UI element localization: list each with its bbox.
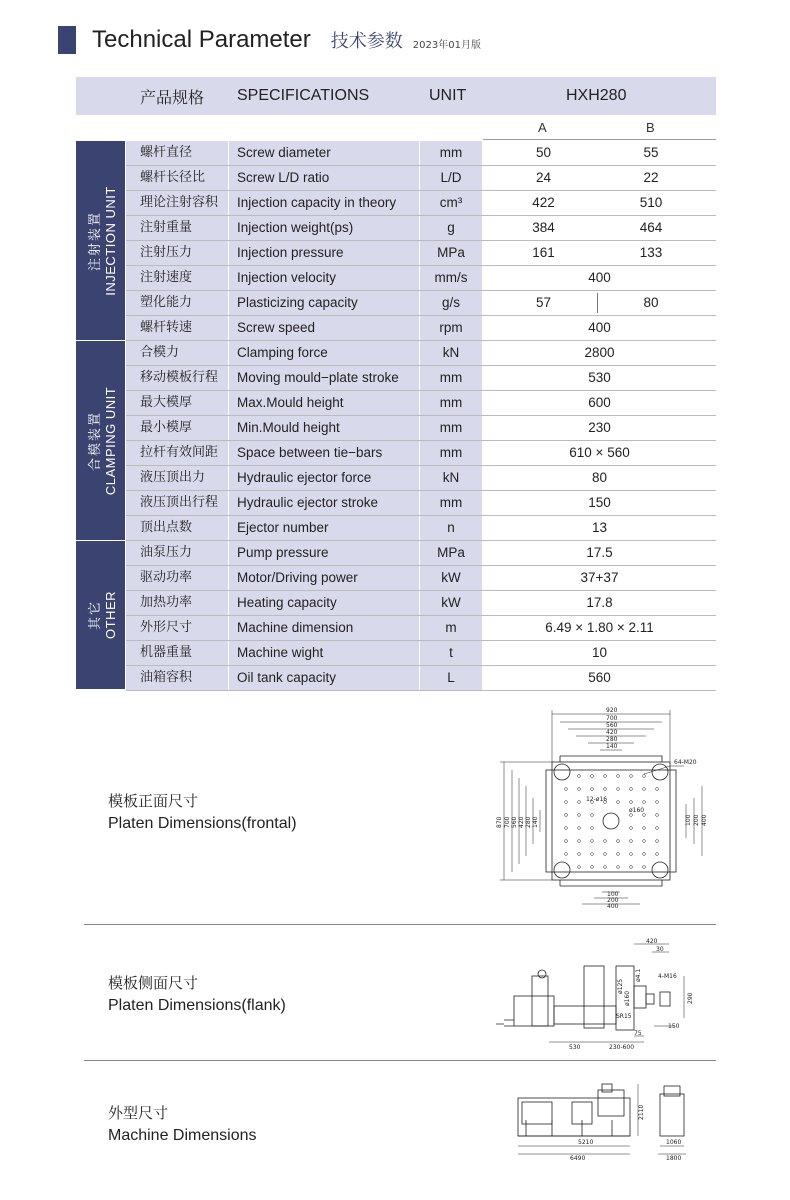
param-unit: L/D: [420, 166, 482, 190]
variant-a-label: A: [538, 120, 547, 135]
page-title-chinese: 技术参数: [330, 31, 403, 52]
table-row: [76, 141, 716, 166]
bolt-hole: [630, 801, 633, 804]
table-row: [76, 216, 716, 241]
table-row: [76, 241, 716, 266]
bolt-hole: [578, 853, 581, 856]
bolt-hole: [578, 840, 581, 843]
param-name-cn: 机器重量: [126, 641, 228, 665]
param-name-en: Hydraulic ejector force: [229, 466, 419, 490]
bolt-hole: [617, 788, 620, 791]
bolt-hole: [656, 827, 659, 830]
section-title-cn: 模板正面尺寸: [108, 792, 199, 810]
bolt-hole: [643, 775, 646, 778]
bolt-hole: [630, 853, 633, 856]
param-value-b: 22: [643, 170, 659, 185]
param-unit: mm: [420, 491, 482, 515]
param-unit: g: [420, 216, 482, 240]
bolt-hole: [578, 814, 581, 817]
param-name-cn: 加热功率: [126, 591, 228, 615]
bolt-hole: [617, 801, 620, 804]
flank-dim-30: 30: [656, 946, 664, 953]
bolt-hole: [617, 775, 620, 778]
section-title-en: Machine Dimensions: [108, 1127, 257, 1144]
page-header: [58, 24, 481, 56]
param-value: 10: [591, 645, 608, 660]
param-name-en: Motor/Driving power: [229, 566, 419, 590]
bolt-hole: [578, 775, 581, 778]
table-row: [76, 166, 716, 191]
param-name-en: Space between tie−bars: [229, 441, 419, 465]
param-value-b: 133: [639, 245, 663, 260]
param-unit: kW: [420, 591, 482, 615]
bolt-hole: [604, 788, 607, 791]
bolt-hole: [643, 788, 646, 791]
bolt-hole: [617, 853, 620, 856]
variant-divider: [483, 139, 716, 140]
row-divider: [126, 690, 716, 691]
param-unit: mm: [420, 141, 482, 165]
param-unit: kN: [420, 466, 482, 490]
param-unit: L: [420, 666, 482, 690]
machine-dim-6490: 6490: [570, 1155, 586, 1162]
param-name-cn: 注射重量: [126, 216, 228, 240]
table-row: [76, 491, 716, 516]
param-name-en: Machine wight: [229, 641, 419, 665]
center-small-note: 12-ø16: [586, 796, 608, 803]
table-row: [76, 366, 716, 391]
param-value: 17.8: [586, 595, 613, 610]
bolt-hole: [604, 840, 607, 843]
flank-dim-75: 75: [634, 1030, 642, 1037]
param-unit: cm³: [420, 191, 482, 215]
param-unit: n: [420, 516, 482, 540]
param-unit: rpm: [420, 316, 482, 340]
bolt-hole: [643, 853, 646, 856]
dim-left-870: 870: [496, 816, 503, 828]
table-row: [76, 391, 716, 416]
table-row: [76, 341, 716, 366]
dim-420: 420: [606, 729, 618, 736]
param-name-en: Screw L/D ratio: [229, 166, 419, 190]
header-accent-bar: [58, 26, 76, 54]
bolt-hole: [565, 827, 568, 830]
param-unit: MPa: [420, 541, 482, 565]
bolt-hole: [604, 853, 607, 856]
param-unit: kW: [420, 566, 482, 590]
param-value-a: 50: [535, 145, 552, 160]
dim-920: 920: [606, 707, 618, 714]
section-title-cn: 外型尺寸: [108, 1104, 169, 1122]
bolt-hole: [591, 840, 594, 843]
group-label-cn: 注射装置: [87, 210, 103, 271]
bolt-hole: [617, 840, 620, 843]
dim-left-700: 700: [504, 816, 511, 828]
param-value-a: 57: [535, 295, 552, 310]
machine-outline-drawing: [512, 1080, 692, 1162]
param-name-en: Injection velocity: [229, 266, 419, 290]
bolt-hole: [578, 801, 581, 804]
bolt-hole: [643, 827, 646, 830]
table-row: [76, 516, 716, 541]
flank-dim-150: 150: [668, 1023, 680, 1030]
table-row: [76, 541, 716, 566]
table-row: [76, 266, 716, 291]
dim-280: 280: [606, 736, 618, 743]
param-value-a: 422: [532, 195, 555, 210]
param-unit: t: [420, 641, 482, 665]
param-name-cn: 液压顶出力: [126, 466, 228, 490]
group-label-en: CLAMPING UNIT: [102, 386, 118, 495]
variant-b-label: B: [646, 120, 655, 135]
bolt-hole: [604, 775, 607, 778]
page-title: Technical Parameter: [92, 26, 311, 53]
table-row: [76, 316, 716, 341]
param-value-b: 80: [643, 295, 659, 310]
param-value: 13: [591, 520, 608, 535]
dim-right-400: 400: [701, 814, 708, 826]
group-label-cn: 合模装置: [87, 410, 103, 471]
param-value-a: 161: [532, 245, 555, 260]
machine-dim-5210: 5210: [578, 1139, 594, 1146]
flank-note-160: ø160: [624, 990, 631, 1006]
dim-left-280: 280: [525, 816, 532, 828]
dim-left-560: 560: [511, 816, 518, 828]
param-value: 600: [588, 395, 611, 410]
machine-dim-2110: 2110: [638, 1104, 645, 1120]
param-name-en: Plasticizing capacity: [229, 291, 419, 315]
section-label: [108, 1102, 257, 1145]
bolt-hole: [656, 801, 659, 804]
section-platen-frontal: [84, 700, 716, 926]
param-value-b: 510: [639, 195, 663, 210]
table-header: [76, 77, 716, 115]
param-unit: kN: [420, 341, 482, 365]
value-divider: [597, 293, 598, 313]
param-name-cn: 螺杆长径比: [126, 166, 228, 190]
dim-right-200: 200: [693, 814, 700, 826]
bolt-hole: [630, 775, 633, 778]
bolt-hole: [656, 788, 659, 791]
param-name-cn: 油泵压力: [126, 541, 228, 565]
param-name-en: Ejector number: [229, 516, 419, 540]
dim-140: 140: [606, 743, 618, 750]
param-value-b: 464: [639, 220, 663, 235]
param-name-en: Max.Mould height: [229, 391, 419, 415]
bolt-hole: [565, 814, 568, 817]
param-value: 400: [588, 270, 611, 285]
table-row: [76, 666, 716, 691]
machine-dim-1060: 1060: [666, 1139, 682, 1146]
param-value: 80: [591, 470, 608, 485]
table-row: [76, 616, 716, 641]
bolt-hole: [578, 788, 581, 791]
param-name-en: Machine dimension: [229, 616, 419, 640]
section-machine-dimensions: [84, 1062, 716, 1192]
header-model: HXH280: [566, 87, 627, 104]
bolt-hole: [630, 840, 633, 843]
dim-bottom-400: 400: [607, 903, 619, 910]
bolt-hole: [643, 814, 646, 817]
dim-left-140: 140: [532, 816, 539, 828]
dim-700: 700: [606, 715, 618, 722]
table-row: [76, 191, 716, 216]
spec-table: [76, 77, 716, 685]
bolt-hole: [591, 853, 594, 856]
section-divider: [84, 924, 716, 925]
dim-bottom-200: 200: [607, 897, 619, 904]
bolt-hole: [643, 866, 646, 869]
table-row: [76, 291, 716, 316]
table-row: [76, 416, 716, 441]
bolt-hole: [643, 840, 646, 843]
flank-dim-290: 290: [687, 992, 694, 1004]
param-name-cn: 外形尺寸: [126, 616, 228, 640]
dim-560: 560: [606, 722, 618, 729]
bolt-hole: [617, 866, 620, 869]
section-platen-flank: [84, 926, 716, 1062]
param-name-en: Screw diameter: [229, 141, 419, 165]
param-name-en: Injection capacity in theory: [229, 191, 419, 215]
param-value: 37+37: [580, 570, 619, 585]
bolt-hole: [630, 827, 633, 830]
section-title-en: Platen Dimensions(frontal): [108, 815, 297, 832]
param-name-cn: 驱动功率: [126, 566, 228, 590]
param-value: 17.5: [586, 545, 613, 560]
param-name-en: Hydraulic ejector stroke: [229, 491, 419, 515]
bolt-hole: [565, 840, 568, 843]
param-unit: mm: [420, 416, 482, 440]
param-name-en: Screw speed: [229, 316, 419, 340]
flank-note-m16: 4-M16: [658, 973, 677, 980]
section-title-cn: 模板侧面尺寸: [108, 974, 199, 992]
bolt-hole: [565, 853, 568, 856]
group-label-cn: 其它: [87, 600, 103, 631]
bolt-hole: [578, 827, 581, 830]
table-row: [76, 566, 716, 591]
bolt-hole: [578, 866, 581, 869]
variant-row: [76, 120, 716, 138]
param-name-cn: 注射速度: [126, 266, 228, 290]
flank-platen-drawing: [494, 936, 706, 1056]
bolt-hole: [656, 853, 659, 856]
bolt-hole: [565, 788, 568, 791]
param-unit: mm: [420, 441, 482, 465]
flank-dim-420: 420: [646, 938, 658, 945]
param-value: 6.49 × 1.80 × 2.11: [545, 620, 654, 635]
center-note: ø160: [629, 807, 645, 814]
param-value-b: 55: [643, 145, 659, 160]
dim-bottom-100: 100: [607, 891, 619, 898]
bolt-hole: [565, 801, 568, 804]
param-name-cn: 顶出点数: [126, 516, 228, 540]
param-name-en: Moving mould−plate stroke: [229, 366, 419, 390]
header-unit: UNIT: [429, 87, 467, 104]
frontal-platen-drawing: [494, 704, 716, 912]
param-name-en: Min.Mould height: [229, 416, 419, 440]
flank-note-sr15: SR15: [616, 1013, 632, 1020]
machine-dim-1800: 1800: [666, 1155, 682, 1162]
section-divider: [84, 1060, 716, 1061]
bolt-hole: [591, 775, 594, 778]
edition-label: 2023年01月版: [412, 39, 481, 51]
param-value: 2800: [584, 345, 615, 360]
table-row: [76, 466, 716, 491]
bolt-hole: [630, 814, 633, 817]
param-value: 400: [588, 320, 611, 335]
param-value: 530: [588, 370, 611, 385]
hole-note: 64-M20: [674, 759, 697, 766]
section-label: [108, 972, 286, 1015]
param-name-cn: 最小模厚: [126, 416, 228, 440]
table-row: [76, 641, 716, 666]
flank-dim-230-600: 230-600: [609, 1044, 635, 1051]
param-name-cn: 合模力: [126, 341, 228, 365]
param-name-en: Clamping force: [229, 341, 419, 365]
flank-note-41: ø4.1: [635, 968, 642, 982]
param-name-en: Oil tank capacity: [229, 666, 419, 690]
param-name-en: Pump pressure: [229, 541, 419, 565]
bolt-hole: [591, 866, 594, 869]
bolt-hole: [630, 788, 633, 791]
bolt-hole: [643, 801, 646, 804]
table-row: [76, 441, 716, 466]
bolt-hole: [604, 866, 607, 869]
header-cn-spec: 产品规格: [140, 89, 205, 107]
param-name-en: Injection pressure: [229, 241, 419, 265]
header-specifications: SPECIFICATIONS: [237, 87, 370, 104]
param-name-cn: 液压顶出行程: [126, 491, 228, 515]
section-label: [108, 790, 297, 833]
param-name-cn: 理论注射容积: [126, 191, 228, 215]
param-unit: mm: [420, 366, 482, 390]
param-value-a: 384: [532, 220, 555, 235]
flank-dim-530: 530: [569, 1044, 581, 1051]
param-unit: g/s: [420, 291, 482, 315]
param-value: 560: [588, 670, 611, 685]
param-name-en: Heating capacity: [229, 591, 419, 615]
param-value: 610 × 560: [569, 445, 630, 460]
param-name-en: Injection weight(ps): [229, 216, 419, 240]
param-value-a: 24: [535, 170, 552, 185]
param-unit: MPa: [420, 241, 482, 265]
param-name-cn: 最大模厚: [126, 391, 228, 415]
bolt-hole: [656, 814, 659, 817]
bolt-hole: [591, 788, 594, 791]
table-row: [76, 591, 716, 616]
param-name-cn: 螺杆转速: [126, 316, 228, 340]
param-unit: m: [420, 616, 482, 640]
param-name-cn: 油箱容积: [126, 666, 228, 690]
param-name-cn: 拉杆有效间距: [126, 441, 228, 465]
bolt-hole: [591, 814, 594, 817]
section-title-en: Platen Dimensions(flank): [108, 997, 286, 1014]
dim-left-420: 420: [518, 816, 525, 828]
bolt-hole: [630, 866, 633, 869]
param-name-cn: 螺杆直径: [126, 141, 228, 165]
param-value: 150: [588, 495, 611, 510]
param-name-cn: 塑化能力: [126, 291, 228, 315]
param-name-cn: 注射压力: [126, 241, 228, 265]
param-name-cn: 移动模板行程: [126, 366, 228, 390]
param-unit: mm: [420, 391, 482, 415]
group-label-en: INJECTION UNIT: [102, 185, 118, 296]
flank-note-125: ø125: [617, 978, 624, 994]
group-label-en: OTHER: [102, 591, 118, 639]
bolt-hole: [656, 840, 659, 843]
dim-right-100: 100: [685, 814, 692, 826]
bolt-hole: [591, 827, 594, 830]
param-unit: mm/s: [420, 266, 482, 290]
param-value: 230: [588, 420, 611, 435]
